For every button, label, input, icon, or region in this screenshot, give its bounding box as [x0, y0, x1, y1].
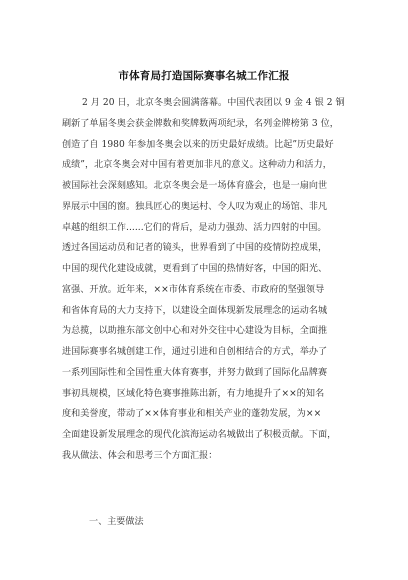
- paragraph-line: 成绩”，北京冬奥会对中国有着更加非凡的意义。这种动力和活力，: [62, 160, 332, 171]
- body-paragraph: [62, 93, 354, 467]
- paragraph-line: 2 月 20 日，北京冬奥会圆满落幕。中国代表团以 9 金 4 银 2 铜: [82, 98, 345, 108]
- paragraph-line: 界展示中国的窗。独具匠心的奥运村、令人叹为观止的场馆、非凡: [62, 201, 328, 212]
- paragraph-line: 创造了自 1980 年参加冬奥会以来的历史最好成绩。比起”历史最好: [62, 139, 334, 150]
- paragraph-line: 度和美誉度，带动了××体育事业和相关产业的蓬勃发展，为××: [62, 409, 322, 420]
- paragraph-line: 刷新了单届冬奥会获金牌数和奖牌数两项纪录，名列金牌榜第 3 位，: [62, 118, 339, 129]
- paragraph-line: 为总揽，以助推东部文创中心和对外交往中心建设为目标，全面推: [62, 326, 328, 337]
- paragraph-line: 卓越的组织工作......它们的背后，是动力强劲、活力四射的中国。: [62, 222, 327, 233]
- document-title: 市体育局打造国际赛事名城工作汇报: [118, 70, 290, 82]
- paragraph-line: 一系列国际性和全国性重大体育赛事，并努力做到了国际化品牌赛: [62, 367, 328, 378]
- paragraph-line: 进国际赛事名城创建工作，通过引进和自创相结合的方式，举办了: [62, 347, 328, 357]
- paragraph-line: 事初具规模，区域化特色赛事推陈出新，有力地提升了××的知名: [62, 388, 325, 399]
- paragraph-line: 被国际社会深刻感知。北京冬奥会是一场体育盛会，也是一扇向世: [62, 181, 328, 191]
- paragraph-line: 富强、开放。近年来，××市体育系统在市委、市政府的坚强领导: [62, 284, 325, 295]
- paragraph-line: 我从做法、体会和思考三个方面汇报：: [62, 450, 218, 461]
- paragraph-line: 透过各国运动员和记者的镜头，世界看到了中国的疫情防控成果，: [62, 243, 328, 254]
- section-heading: 一、主要做法: [89, 517, 144, 527]
- paragraph-line: 全面建设新发展理念的现代化滨海运动名城做出了积极贡献。下面，: [62, 430, 337, 440]
- paragraph-line: 中国的现代化建设成就，更看到了中国的热情好客，中国的阳光、: [62, 264, 328, 274]
- paragraph-line: 和省体育局的大力支持下，以建设全面体现新发展理念的运动名城: [62, 305, 328, 316]
